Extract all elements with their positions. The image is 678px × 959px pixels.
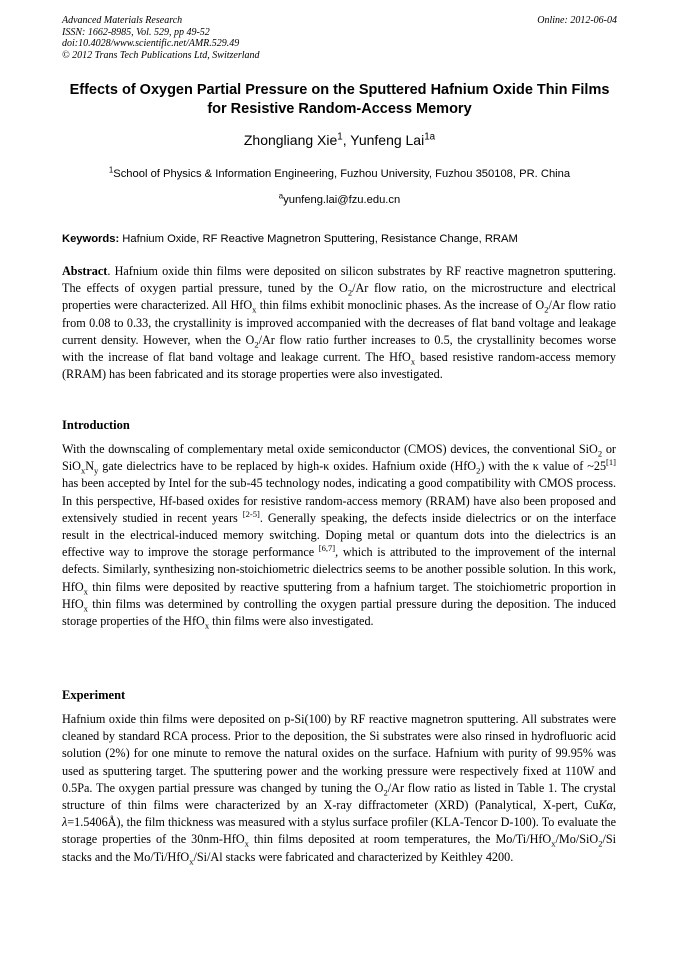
subscript: 2 xyxy=(254,339,259,350)
subscript: 2 xyxy=(476,465,481,476)
intro-text: thin films were also investigated. xyxy=(209,614,374,629)
experiment-text: /Si stacks and the Mo/Ti/HfO xyxy=(62,832,617,864)
section-heading-experiment: Experiment xyxy=(62,688,126,702)
subscript: 2 xyxy=(597,448,603,459)
affiliation-mark: 1 xyxy=(108,165,114,175)
experiment-text: /Si/Al stacks were fabricated and characterized by Keithley 4200. xyxy=(193,849,514,864)
issn-line: ISSN: 1662-8985, Vol. 529, pp 49-52 xyxy=(62,26,210,38)
subscript: 2 xyxy=(544,304,549,315)
intro-text: has been accepted by Intel for the sub-45 technology nodes, indicating a good compatibility with CMOS process. In this perspective, Hf-based oxides for resistive random-access memory (RRAM) have also been proposed and extensively studied in recent years xyxy=(62,476,616,525)
affiliation-text: School of Physics & Information Engineering, Fuzhou University, Fuzhou 350108, PR. China xyxy=(113,168,571,180)
subscript: x xyxy=(252,304,257,315)
subscript: x xyxy=(80,465,86,476)
intro-text: thin films was determined by controlling the oxygen partial pressure during the deposition. The induced storage properties of the HfO xyxy=(62,596,616,629)
online-date: Online: 2012-06-04 xyxy=(537,15,617,26)
keywords-text: Hafnium Oxide, RF Reactive Magnetron Sputtering, Resistance Change, RRAM xyxy=(119,233,518,245)
citation-ref[interactable]: [1] xyxy=(606,457,616,468)
journal-name: Advanced Materials Research xyxy=(62,15,183,26)
email-address[interactable]: yunfeng.lai@fzu.edu.cn xyxy=(283,194,401,206)
intro-text: or SiO xyxy=(62,442,616,474)
experiment-text: thin films deposited at room temperatures, the Mo/Ti/HfO xyxy=(248,832,552,847)
subscript: x xyxy=(551,838,556,849)
intro-text: With the downscaling of complementary metal oxide semiconductor (CMOS) devices, the conventional SiO xyxy=(62,442,598,456)
author-name: Yunfeng Lai xyxy=(350,132,425,148)
keywords xyxy=(62,233,622,245)
author-affiliation-mark: 1 xyxy=(337,131,343,143)
abstract-text: /Ar flow ratio further increases to 0.5, the crystallinity becomes worse with the increase of flat band voltage and leakage current. The HfO xyxy=(62,332,616,365)
subscript: 2 xyxy=(598,838,603,849)
abstract-text: based resistive random-access memory (RRAM) has been fabricated and its storage properties were also investigated. xyxy=(62,350,617,382)
author-list xyxy=(62,132,617,148)
experiment-text: Kα xyxy=(598,798,613,813)
email-line xyxy=(62,191,617,206)
copyright-line: © 2012 Trans Tech Publications Ltd, Switzerland xyxy=(62,49,260,61)
author-affiliation-mark: 1a xyxy=(424,131,436,143)
intro-text: thin films were deposited by reactive sputtering from a hafnium target. The stoichiometric proportion in HfO xyxy=(62,579,616,611)
experiment-text: =1.5406Å), the film thickness was measured with a stylus surface profiler (KLA-Tencor D-100). To evaluate the storage properties of the 30nm-HfO xyxy=(62,815,616,847)
paper-title: Effects of Oxygen Partial Pressure on the Sputtered Hafnium Oxide Thin Films for Resistive Random-Access Memory xyxy=(69,82,610,117)
experiment-text: Hafnium oxide thin films were deposited on p-Si(100) by RF reactive magnetron sputtering. All substrates were cleaned by standard RCA process. Prior to the deposition, the Si substrates were also rinsed in hydrofluoric acid solution (2%) for one minute to remove the natural oxides on the surface. Hafnium with purity of 99.95% was used as sputtering target. The sputtering power and the working pressure were respectively fixed at 110W and 0.5Pa. The oxygen partial pressure was changed by tuning the O xyxy=(62,712,616,795)
intro-text: gate dielectrics have to be replaced by high-κ oxides. Hafnium oxide (HfO xyxy=(98,459,477,474)
experiment-paragraph xyxy=(62,711,616,866)
subscript: x xyxy=(204,620,210,631)
subscript: 2 xyxy=(383,787,388,798)
doi-line: doi:10.4028/www.scientific.net/AMR.529.49 xyxy=(62,38,240,49)
abstract-label: Abstract xyxy=(62,264,108,278)
subscript: x xyxy=(189,856,194,867)
intro-text: . Generally speaking, the defects inside dielectrics or on the interface result in the electrical-induced memory switching. Doping metal or quantum dots into the dielectrics is an effective way to improve the storage performance xyxy=(62,510,617,560)
citation-ref[interactable]: [2-5] xyxy=(242,508,260,519)
experiment-text: , xyxy=(612,798,616,813)
experiment-text: λ xyxy=(62,815,68,830)
subscript: x xyxy=(410,356,416,367)
abstract-text: thin films exhibit monoclinic phases. As the increase of O xyxy=(256,298,545,313)
email-mark: a xyxy=(278,191,284,201)
abstract-paragraph xyxy=(62,263,616,383)
subscript: x xyxy=(83,603,88,614)
citation-ref[interactable]: [6,7] xyxy=(318,543,336,554)
keywords-label: Keywords: xyxy=(62,233,120,245)
subscript: y xyxy=(94,465,99,476)
subscript: x xyxy=(244,838,249,849)
experiment-text: /Ar flow ratio as listed in Table 1. The crystal structure of thin films were characterized by an X-ray diffractometer (XRD) (Panalytical, X-pert, Cu xyxy=(62,780,616,813)
experiment-text: /Mo/SiO xyxy=(555,832,599,847)
abstract-text: . Hafnium oxide thin films were deposited on silicon substrates by RF reactive magnetron sputtering. The effects of oxygen partial pressure, tuned by the O xyxy=(62,264,616,296)
subscript: 2 xyxy=(347,287,353,298)
intro-text: ) with the κ value of ~25 xyxy=(480,459,607,474)
affiliation xyxy=(62,165,617,180)
abstract-text: /Ar flow ratio, on the microstructure and electrical properties were characterized. All HfO xyxy=(62,281,616,313)
author-name: Zhongliang Xie xyxy=(243,132,338,148)
intro-text: , which is attributed to the improvement of the internal defects. Similarly, synthesizing non-stoichiometric dielectrics seems to be another possible solution. In this work, HfO xyxy=(62,545,617,594)
journal-header xyxy=(62,15,617,61)
section-heading-introduction: Introduction xyxy=(62,418,130,432)
author-separator: , xyxy=(342,132,351,148)
introduction-paragraph xyxy=(62,441,616,630)
abstract-text: /Ar flow ratio from 0.08 to 0.33, the crystallinity is improved accompanied with the decreases of flat band voltage and leakage current density. However, when the O xyxy=(62,298,616,347)
subscript: x xyxy=(83,586,88,597)
intro-text: N xyxy=(85,459,95,474)
